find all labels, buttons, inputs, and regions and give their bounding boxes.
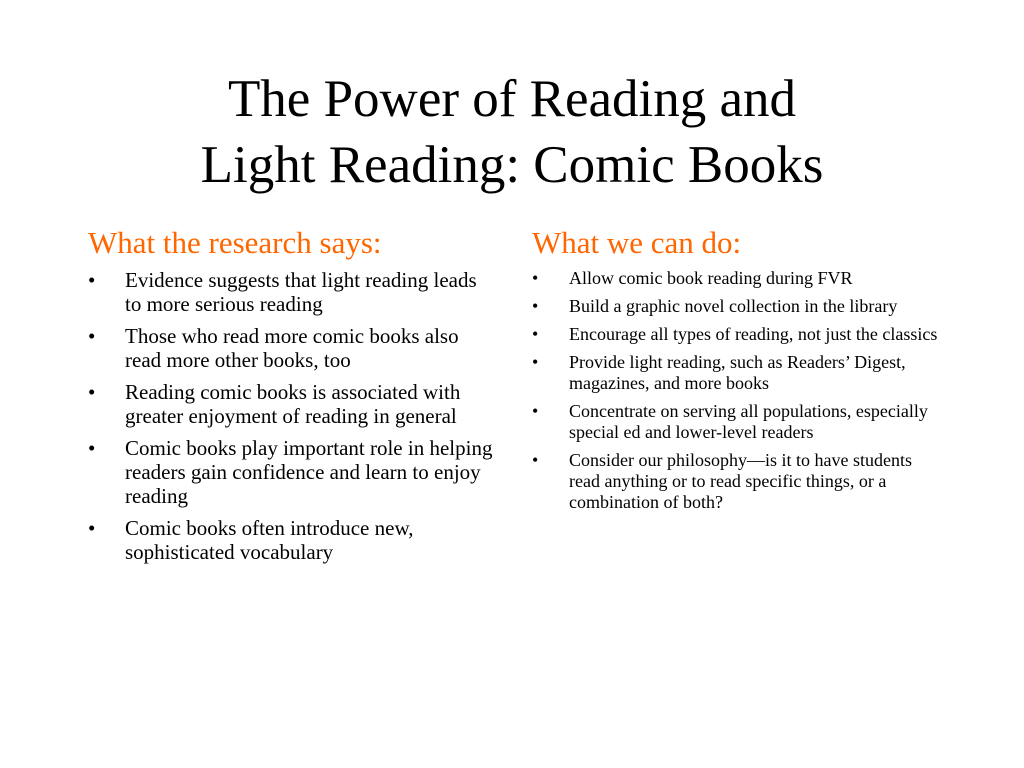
bullet-icon: • (88, 380, 96, 404)
research-item-text: Reading comic books is associated with greater enjoyment of reading in general (125, 380, 461, 428)
bullet-icon: • (532, 324, 539, 344)
actions-item-text: Concentrate on serving all populations, especially special ed and lower-level readers (569, 401, 928, 442)
actions-heading: What we can do: (532, 225, 742, 260)
slide-title (0, 66, 1024, 198)
actions-item-text: Provide light reading, such as Readers’ Digest, magazines, and more books (569, 352, 906, 393)
research-item-text: Comic books play important role in helping readers gain confidence and learn to enjoy reading (125, 436, 493, 508)
research-item-text: Those who read more comic books also read more other books, too (125, 324, 459, 372)
bullet-icon: • (532, 268, 539, 288)
actions-item-text: Consider our philosophy—is it to have students read anything or to read specific things, or a combination of both? (569, 450, 912, 512)
research-list-item (88, 268, 498, 316)
bullet-icon: • (532, 450, 539, 470)
bullet-icon: • (88, 324, 96, 348)
actions-list-item (532, 324, 942, 345)
actions-list-item (532, 296, 942, 317)
bullet-icon: • (88, 516, 96, 540)
actions-column (532, 224, 942, 520)
research-item-text: Evidence suggests that light reading leads to more serious reading (125, 268, 477, 316)
research-heading: What the research says: (88, 225, 382, 260)
research-list-item (88, 380, 498, 428)
research-list-item (88, 324, 498, 372)
bullet-icon: • (532, 296, 539, 316)
actions-list-item (532, 401, 942, 443)
actions-list (532, 268, 942, 513)
research-item-text: Comic books often introduce new, sophisticated vocabulary (125, 516, 414, 564)
research-list (88, 268, 498, 564)
bullet-icon: • (532, 401, 539, 421)
bullet-icon: • (88, 436, 96, 460)
actions-list-item (532, 450, 942, 513)
bullet-icon: • (532, 352, 539, 372)
actions-item-text: Allow comic book reading during FVR (569, 268, 853, 288)
bullet-icon: • (88, 268, 96, 292)
actions-item-text: Encourage all types of reading, not just the classics (569, 324, 938, 344)
actions-list-item (532, 352, 942, 394)
slide-title-line-2: Light Reading: Comic Books (200, 136, 824, 194)
actions-item-text: Build a graphic novel collection in the library (569, 296, 898, 316)
actions-list-item (532, 268, 942, 289)
research-column (88, 224, 498, 572)
research-list-item (88, 436, 498, 508)
research-list-item (88, 516, 498, 564)
slide-title-line-1: The Power of Reading and (227, 70, 797, 128)
